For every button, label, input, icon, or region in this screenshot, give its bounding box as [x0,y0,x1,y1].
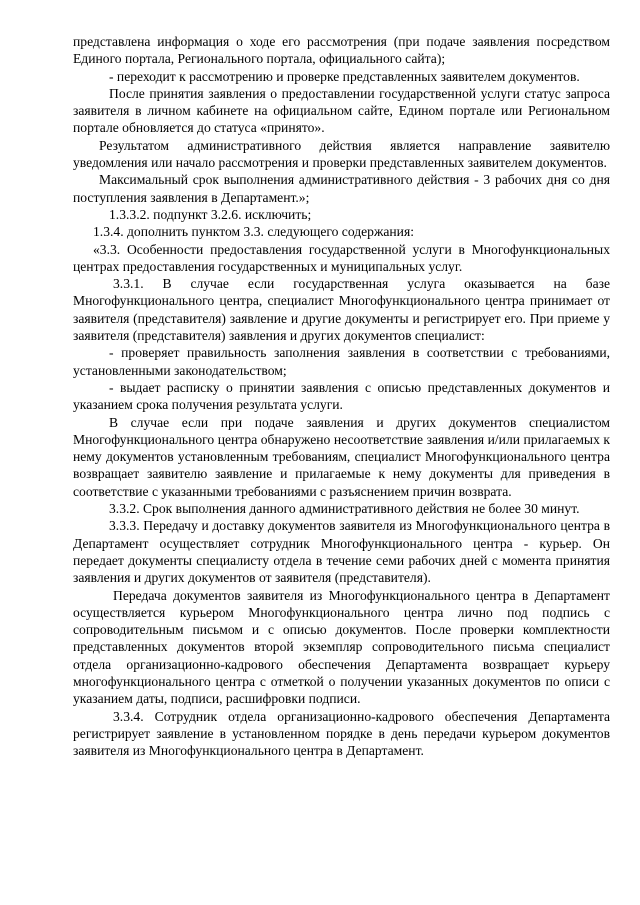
paragraph: 3.3.1. В случае если государственная услуга оказывается на базе Многофункционального центра, специалист Многофункционального центра принимает от заявителя (представителя) заявление и другие документы и регистрирует его. При приеме у заявителя (представителя) заявления и других документов специалист: [73,276,610,344]
paragraph: Максимальный срок выполнения административного действия - 3 рабочих дня со дня поступления заявления в Департамент.»; [73,172,610,205]
paragraph: 3.3.2. Срок выполнения данного административного действия не более 30 минут. [109,501,580,517]
paragraph: 1.3.4. дополнить пунктом 3.3. следующего содержания: [93,224,414,240]
paragraph: 3.3.3. Передачу и доставку документов заявителя из Многофункционального центра в Департамент осуществляет сотрудник Многофункционального центра - курьер. Он передает документы специалисту отдела в течение семи рабочих дней с момента принятия заявления и других документов от заявителя (представителя). [73,518,610,586]
paragraph: - выдает расписку о принятии заявления с описью представленных документов и указанием срока получения результата услуги. [73,379,610,413]
paragraph: - проверяет правильность заполнения заявления в соответствии с требованиями, установленными законодательством; [73,345,610,378]
paragraph: - переходит к рассмотрению и проверке представленных заявителем документов. [109,68,580,84]
document-page [73,33,610,759]
paragraph: Результатом административного действия является направление заявителю уведомления или начало рассмотрения и проверки представленных заявителем документов. [73,137,610,171]
paragraph: «3.3. Особенности предоставления государственной услуги в Многофункциональных центрах предоставления государственных и муниципальных услуг. [73,241,610,274]
paragraph: В случае если при подаче заявления и других документов специалистом Многофункционального центра обнаружено несоответствие заявления и/или прилагаемых к нему документов установленным требованиям, специалист Многофункционального центра возвращает заявителю заявление и прилагаемые к нему документы для приведения в соответствие с указанными требованиями с разъяснением причин возврата. [73,414,610,499]
paragraph: Передача документов заявителя из Многофункционального центра в Департамент осуществляется курьером Многофункционального центра лично под подпись с сопроводительным письмом и с описью документов. После проверки комплектности представленных документов второй экземпляр сопроводительного письма специалист отдела организационно-кадрового обеспечения Департамента возвращает курьеру многофункционального центра с отметкой о получении указанных документов по описи с указанием даты, подписи, расшифровки подписи. [73,587,610,707]
paragraph: 3.3.4. Сотрудник отдела организационно-кадрового обеспечения Департамента регистрирует заявление в установленном порядке в день передачи курьером документов заявителя из Многофункционального центра в Департамент. [73,708,610,759]
paragraph: 1.3.3.2. подпункт 3.2.6. исключить; [109,206,312,222]
paragraph: После принятия заявления о предоставлении государственной услуги статус запроса заявителя в личном кабинете на официальном сайте, Едином портале или Региональном портале обновляется до статуса «принято». [73,85,610,136]
paragraph: представлена информация о ходе его рассмотрения (при подаче заявления посредством Единого портала, Регионального портала, официального сайта); [73,34,610,67]
